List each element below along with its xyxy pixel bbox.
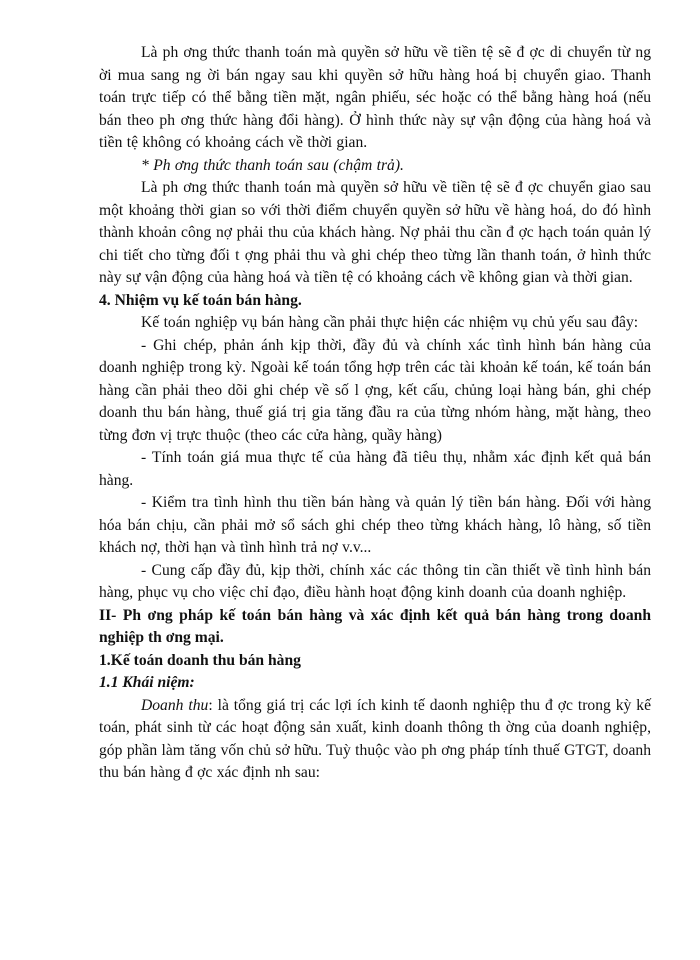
paragraph-task-information: - Cung cấp đầy đủ, kịp thời, chính xác các thông tin cần thiết về tình hình bán hàng, phục vụ cho việc chỉ đạo, điều hành hoạt động kinh doanh của doanh nghiệp. [99,561,651,601]
revenue-definition-text: : là tổng giá trị các lợi ích kinh tế daonh nghiệp thu đ ợc trong kỳ kế toán, phát sinh từ các hoạt động sản xuất, kinh doanh thông th ờng của doanh nghiệp, góp phần làm tăng vốn chủ sở hữu. Tuỳ thuộc vào ph ơng pháp tính thuế GTGT, doanh thu bán hàng đ ợc xác định nh sau: [99,696,651,781]
heading-revenue-accounting: 1.Kế toán doanh thu bán hàng [99,651,301,669]
paragraph-direct-payment-description: Là ph ơng thức thanh toán mà quyền sở hữu về tiền tệ sẽ đ ợc di chuyển từ ng ời mua sang ng ời bán ngay sau khi quyền sở hữu hàng hoá bị chuyển giao. Thanh toán trực tiếp có thể bằng tiền mặt, ngân phiếu, séc hoặc có thể bằng hàng hoá (nếu bán theo ph ơng thức hàng đổi hàng). Ở hình thức này sự vận động của hàng hoá và tiền tệ không có khoảng cách về thời gian. [99,44,651,151]
paragraph-tasks-intro: Kế toán nghiệp vụ bán hàng cần phải thực hiện các nhiệm vụ chủ yếu sau đây: [141,314,639,331]
paragraph-deferred-payment-description: Là ph ơng thức thanh toán mà quyền sở hữu về tiền tệ sẽ đ ợc chuyển giao sau một khoảng thời gian so với thời điểm chuyển quyền sở hữu về hàng hoá, do đó hình thành khoản công nợ phải thu của khách hàng. Nợ phải thu cần đ ợc hạch toán quản lý chi tiết cho từng đối t ợng phải thu và ghi chép theo từng lần thanh toán, ở hình thức này sự vận động của hàng hoá và tiền tệ có khoảng cách về không gian và thời gian. [99,179,651,286]
paragraph-revenue-definition [99,695,651,785]
heading-section-ii: II- Ph ơng pháp kế toán bán hàng và xác định kết quả bán hàng trong doanh nghiệp th ơng mại. [99,606,651,646]
subheading-deferred-payment: * Ph ơng thức thanh toán sau (chậm trả). [141,156,404,174]
document-body [99,42,651,785]
paragraph-task-cost-calculation: - Tính toán giá mua thực tế của hàng đã tiêu thụ, nhằm xác định kết quả bán hàng. [99,449,651,489]
heading-sales-accounting-tasks: 4. Nhiệm vụ kế toán bán hàng. [99,291,302,309]
paragraph-task-receivables: - Kiểm tra tình hình thu tiền bán hàng và quản lý tiền bán hàng. Đối với hàng hóa bán chịu, cần phải mở sổ sách ghi chép theo từng khách hàng, lô hàng, số tiền khách nợ, thời hạn và tình hình trả nợ v.v... [99,494,651,556]
heading-concept: 1.1 Khái niệm: [99,674,195,691]
paragraph-task-recording: - Ghi chép, phản ánh kịp thời, đầy đủ và chính xác tình hình bán hàng của doanh nghiệp trong kỳ. Ngoài kế toán tổng hợp trên các tài khoản kế toán, kế toán bán hàng cần phải theo dõi ghi chép về số l ợng, kết cấu, chủng loại hàng bán, ghi chép doanh thu bán hàng, thuế giá trị gia tăng đầu ra của từng nhóm hàng, mặt hàng, theo từng đơn vị trực thuộc (theo các cửa hàng, quầy hàng) [99,336,651,444]
term-revenue: Doanh thu [141,696,209,714]
